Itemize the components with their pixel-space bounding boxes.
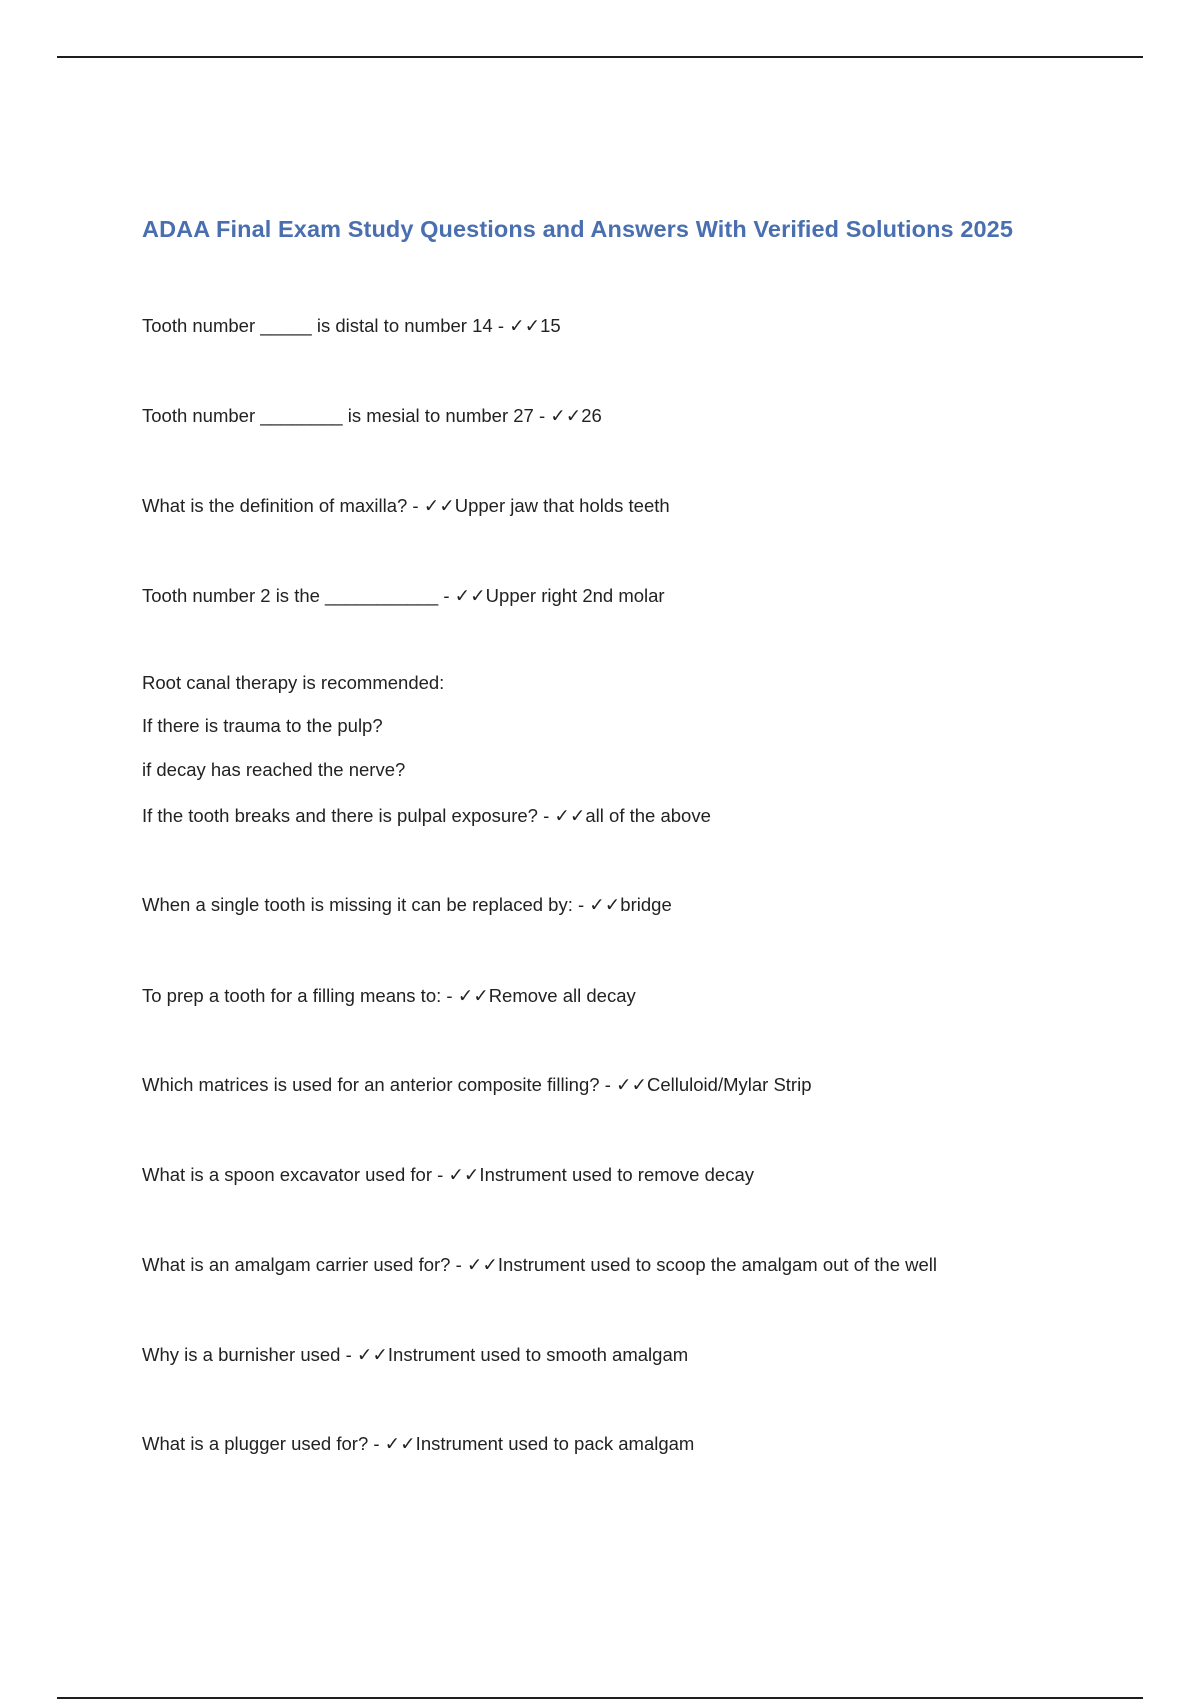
- qa-line-8: If the tooth breaks and there is pulpal exposure? - ✓✓all of the above: [142, 805, 711, 826]
- qa-line-9: When a single tooth is missing it can be replaced by: - ✓✓bridge: [142, 894, 672, 915]
- qa-line-2: Tooth number ________ is mesial to number 27 - ✓✓26: [142, 405, 602, 426]
- document-title: ADAA Final Exam Study Questions and Answers With Verified Solutions 2025: [142, 216, 1014, 242]
- qa-line-6: If there is trauma to the pulp?: [142, 715, 383, 736]
- qa-line-15: What is a plugger used for? - ✓✓Instrument used to pack amalgam: [142, 1433, 695, 1454]
- qa-line-5: Root canal therapy is recommended:: [142, 672, 445, 693]
- qa-line-7: if decay has reached the nerve?: [142, 759, 406, 780]
- qa-line-1: Tooth number _____ is distal to number 14 - ✓✓15: [142, 315, 561, 336]
- qa-line-12: What is a spoon excavator used for - ✓✓Instrument used to remove decay: [142, 1164, 754, 1185]
- qa-line-4: Tooth number 2 is the ___________ - ✓✓Upper right 2nd molar: [142, 585, 665, 606]
- qa-line-3: What is the definition of maxilla? - ✓✓Upper jaw that holds teeth: [142, 495, 670, 516]
- qa-line-10: To prep a tooth for a filling means to: - ✓✓Remove all decay: [142, 985, 636, 1006]
- header-rule: [57, 56, 1143, 58]
- footer-rule: [57, 1697, 1143, 1699]
- qa-line-14: Why is a burnisher used - ✓✓Instrument used to smooth amalgam: [142, 1344, 689, 1365]
- qa-line-11: Which matrices is used for an anterior composite filling? - ✓✓Celluloid/Mylar Strip: [142, 1074, 812, 1095]
- qa-line-13: What is an amalgam carrier used for? - ✓✓Instrument used to scoop the amalgam out of the well: [142, 1254, 938, 1275]
